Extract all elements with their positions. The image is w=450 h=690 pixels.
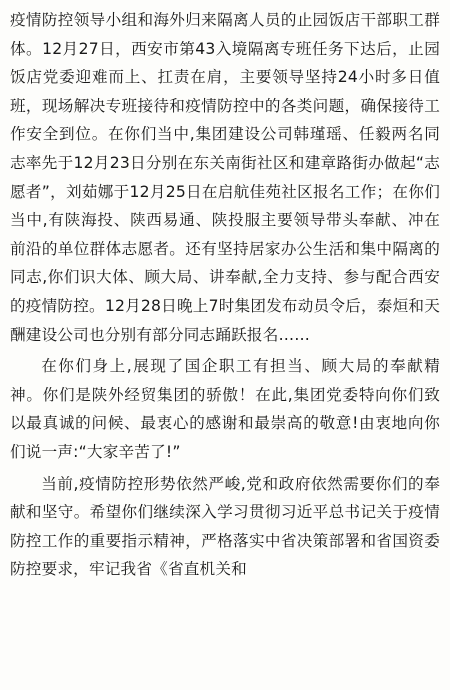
paragraph-3: 当前,疫情防控形势依然严峻,党和政府依然需要你们的奉献和坚守。希望你们继续深入学习贯彻习近平总书记关于疫情防控工作的重要指示精神，严格落实中省决策部署和省国资委防控要求，牢记我省《省直机关和 <box>10 474 440 579</box>
paragraph-1: 疫情防控领导小组和海外归来隔离人员的止园饭店干部职工群体。12月27日，西安市第43入境隔离专班任务下达后，止园饭店党委迎难而上、扛责在肩，主要领导坚持24小时多日值班，现场解决专班接待和疫情防控中的各类问题，确保接待工作安全到位。在你们当中,集团建设公司韩瑾瑶、任毅两名同志率先于12月23日分别在东关南街社区和建章路街办做起“志愿者”，刘茹娜于12月25日在启航佳苑社区报名工作；在你们当中,有陕海投、陕西易通、陕投服主要领导带头奉献、冲在前沿的单位群体志愿者。还有坚持居家办公生活和集中隔离的同志,你们识大体、顾大局、讲奉献,全力支持、参与配合西安的疫情防控。12月28日晚上7时集团发布动员令后，泰烜和天酬建设公司也分别有部分同志踊跃报名…… <box>10 11 440 344</box>
paragraph-2: 在你们身上,展现了国企职工有担当、顾大局的奉献精神。你们是陕外经贸集团的骄傲！在此,集团党委特向你们致以最真诚的问候、最衷心的感谢和最崇高的敬意!由衷地向你们说一声:“大家辛苦了!” <box>10 357 440 461</box>
